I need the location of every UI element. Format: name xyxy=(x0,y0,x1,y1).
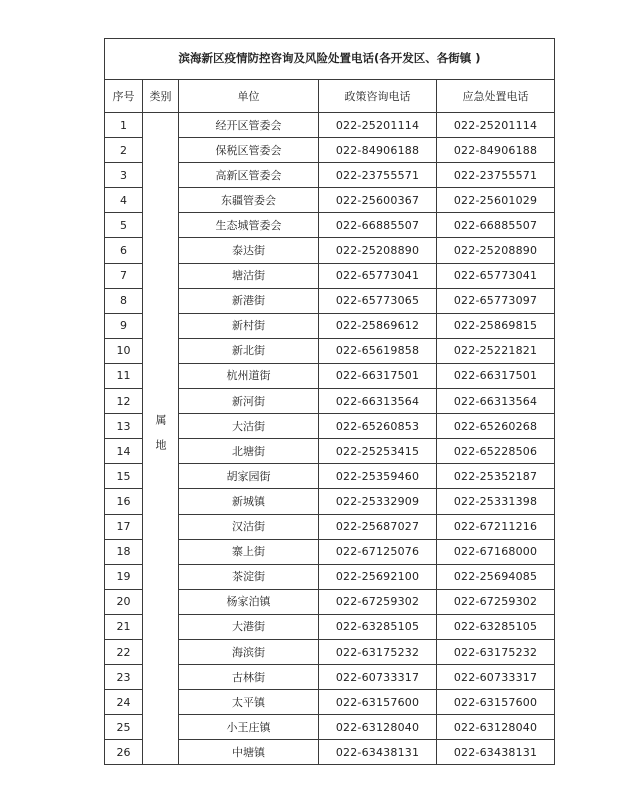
table-row xyxy=(105,113,555,138)
row-unit: 太平镇 xyxy=(179,690,319,715)
row-unit: 北塘街 xyxy=(179,439,319,464)
row-index: 18 xyxy=(105,539,143,564)
row-index: 6 xyxy=(105,238,143,263)
row-emergency-phone: 022-66885507 xyxy=(437,213,555,238)
row-policy-phone: 022-60733317 xyxy=(319,665,437,690)
row-emergency-phone: 022-25352187 xyxy=(437,464,555,489)
row-index: 4 xyxy=(105,188,143,213)
row-policy-phone: 022-63157600 xyxy=(319,690,437,715)
row-emergency-phone: 022-25869815 xyxy=(437,313,555,338)
row-emergency-phone: 022-67168000 xyxy=(437,539,555,564)
row-policy-phone: 022-25687027 xyxy=(319,514,437,539)
row-unit: 新港街 xyxy=(179,288,319,313)
row-index: 13 xyxy=(105,414,143,439)
row-index: 14 xyxy=(105,439,143,464)
row-unit: 小王庄镇 xyxy=(179,715,319,740)
row-index: 26 xyxy=(105,740,143,765)
row-index: 5 xyxy=(105,213,143,238)
row-unit: 茶淀街 xyxy=(179,564,319,589)
row-policy-phone: 022-66317501 xyxy=(319,363,437,388)
row-emergency-phone: 022-25208890 xyxy=(437,238,555,263)
row-index: 2 xyxy=(105,138,143,163)
row-emergency-phone: 022-84906188 xyxy=(437,138,555,163)
row-emergency-phone: 022-67259302 xyxy=(437,589,555,614)
row-index: 9 xyxy=(105,313,143,338)
row-index: 11 xyxy=(105,363,143,388)
row-emergency-phone: 022-63175232 xyxy=(437,639,555,664)
row-emergency-phone: 022-25694085 xyxy=(437,564,555,589)
row-index: 25 xyxy=(105,715,143,740)
row-unit: 生态城管委会 xyxy=(179,213,319,238)
row-index: 3 xyxy=(105,163,143,188)
row-unit: 古林街 xyxy=(179,665,319,690)
row-unit: 寨上街 xyxy=(179,539,319,564)
row-index: 7 xyxy=(105,263,143,288)
row-policy-phone: 022-65773041 xyxy=(319,263,437,288)
row-unit: 新北街 xyxy=(179,338,319,363)
row-policy-phone: 022-84906188 xyxy=(319,138,437,163)
row-index: 22 xyxy=(105,639,143,664)
row-index: 19 xyxy=(105,564,143,589)
row-index: 10 xyxy=(105,338,143,363)
row-index: 23 xyxy=(105,665,143,690)
row-policy-phone: 022-65260853 xyxy=(319,414,437,439)
row-unit: 新河街 xyxy=(179,389,319,414)
row-policy-phone: 022-66313564 xyxy=(319,389,437,414)
row-emergency-phone: 022-66317501 xyxy=(437,363,555,388)
row-unit: 保税区管委会 xyxy=(179,138,319,163)
row-index: 12 xyxy=(105,389,143,414)
row-unit: 新村街 xyxy=(179,313,319,338)
row-unit: 大港街 xyxy=(179,614,319,639)
row-emergency-phone: 022-25601029 xyxy=(437,188,555,213)
row-policy-phone: 022-25208890 xyxy=(319,238,437,263)
row-unit: 高新区管委会 xyxy=(179,163,319,188)
row-index: 8 xyxy=(105,288,143,313)
table-title: 滨海新区疫情防控咨询及风险处置电话(各开发区、各街镇 ) xyxy=(105,39,555,80)
row-unit: 大沽街 xyxy=(179,414,319,439)
row-policy-phone: 022-25253415 xyxy=(319,439,437,464)
row-emergency-phone: 022-67211216 xyxy=(437,514,555,539)
row-policy-phone: 022-65773065 xyxy=(319,288,437,313)
row-unit: 新城镇 xyxy=(179,489,319,514)
row-policy-phone: 022-63438131 xyxy=(319,740,437,765)
row-unit: 汉沽街 xyxy=(179,514,319,539)
row-policy-phone: 022-25869612 xyxy=(319,313,437,338)
row-index: 16 xyxy=(105,489,143,514)
row-policy-phone: 022-25692100 xyxy=(319,564,437,589)
row-unit: 海滨街 xyxy=(179,639,319,664)
row-policy-phone: 022-23755571 xyxy=(319,163,437,188)
row-unit: 塘沽街 xyxy=(179,263,319,288)
header-policy-phone: 政策咨询电话 xyxy=(319,80,437,113)
row-policy-phone: 022-67259302 xyxy=(319,589,437,614)
row-emergency-phone: 022-60733317 xyxy=(437,665,555,690)
category-cell: 属地 xyxy=(143,113,179,765)
row-unit: 泰达街 xyxy=(179,238,319,263)
row-emergency-phone: 022-65773041 xyxy=(437,263,555,288)
row-policy-phone: 022-65619858 xyxy=(319,338,437,363)
row-emergency-phone: 022-63438131 xyxy=(437,740,555,765)
row-index: 21 xyxy=(105,614,143,639)
row-emergency-phone: 022-23755571 xyxy=(437,163,555,188)
row-unit: 杨家泊镇 xyxy=(179,589,319,614)
row-emergency-phone: 022-25331398 xyxy=(437,489,555,514)
row-policy-phone: 022-67125076 xyxy=(319,539,437,564)
row-unit: 中塘镇 xyxy=(179,740,319,765)
row-emergency-phone: 022-25221821 xyxy=(437,338,555,363)
row-policy-phone: 022-63175232 xyxy=(319,639,437,664)
row-emergency-phone: 022-63128040 xyxy=(437,715,555,740)
row-emergency-phone: 022-63157600 xyxy=(437,690,555,715)
row-policy-phone: 022-63285105 xyxy=(319,614,437,639)
row-unit: 东疆管委会 xyxy=(179,188,319,213)
hotline-table xyxy=(104,38,555,765)
row-unit: 胡家园街 xyxy=(179,464,319,489)
header-emergency-phone: 应急处置电话 xyxy=(437,80,555,113)
row-policy-phone: 022-25201114 xyxy=(319,113,437,138)
header-category: 类别 xyxy=(143,80,179,113)
row-policy-phone: 022-25600367 xyxy=(319,188,437,213)
row-policy-phone: 022-66885507 xyxy=(319,213,437,238)
row-emergency-phone: 022-25201114 xyxy=(437,113,555,138)
row-emergency-phone: 022-63285105 xyxy=(437,614,555,639)
row-emergency-phone: 022-66313564 xyxy=(437,389,555,414)
row-policy-phone: 022-25359460 xyxy=(319,464,437,489)
row-index: 20 xyxy=(105,589,143,614)
row-emergency-phone: 022-65228506 xyxy=(437,439,555,464)
row-unit: 杭州道街 xyxy=(179,363,319,388)
row-emergency-phone: 022-65260268 xyxy=(437,414,555,439)
table-body xyxy=(105,113,555,765)
header-unit: 单位 xyxy=(179,80,319,113)
row-policy-phone: 022-63128040 xyxy=(319,715,437,740)
row-index: 1 xyxy=(105,113,143,138)
row-emergency-phone: 022-65773097 xyxy=(437,288,555,313)
row-unit: 经开区管委会 xyxy=(179,113,319,138)
row-index: 24 xyxy=(105,690,143,715)
header-index: 序号 xyxy=(105,80,143,113)
row-index: 15 xyxy=(105,464,143,489)
row-index: 17 xyxy=(105,514,143,539)
row-policy-phone: 022-25332909 xyxy=(319,489,437,514)
